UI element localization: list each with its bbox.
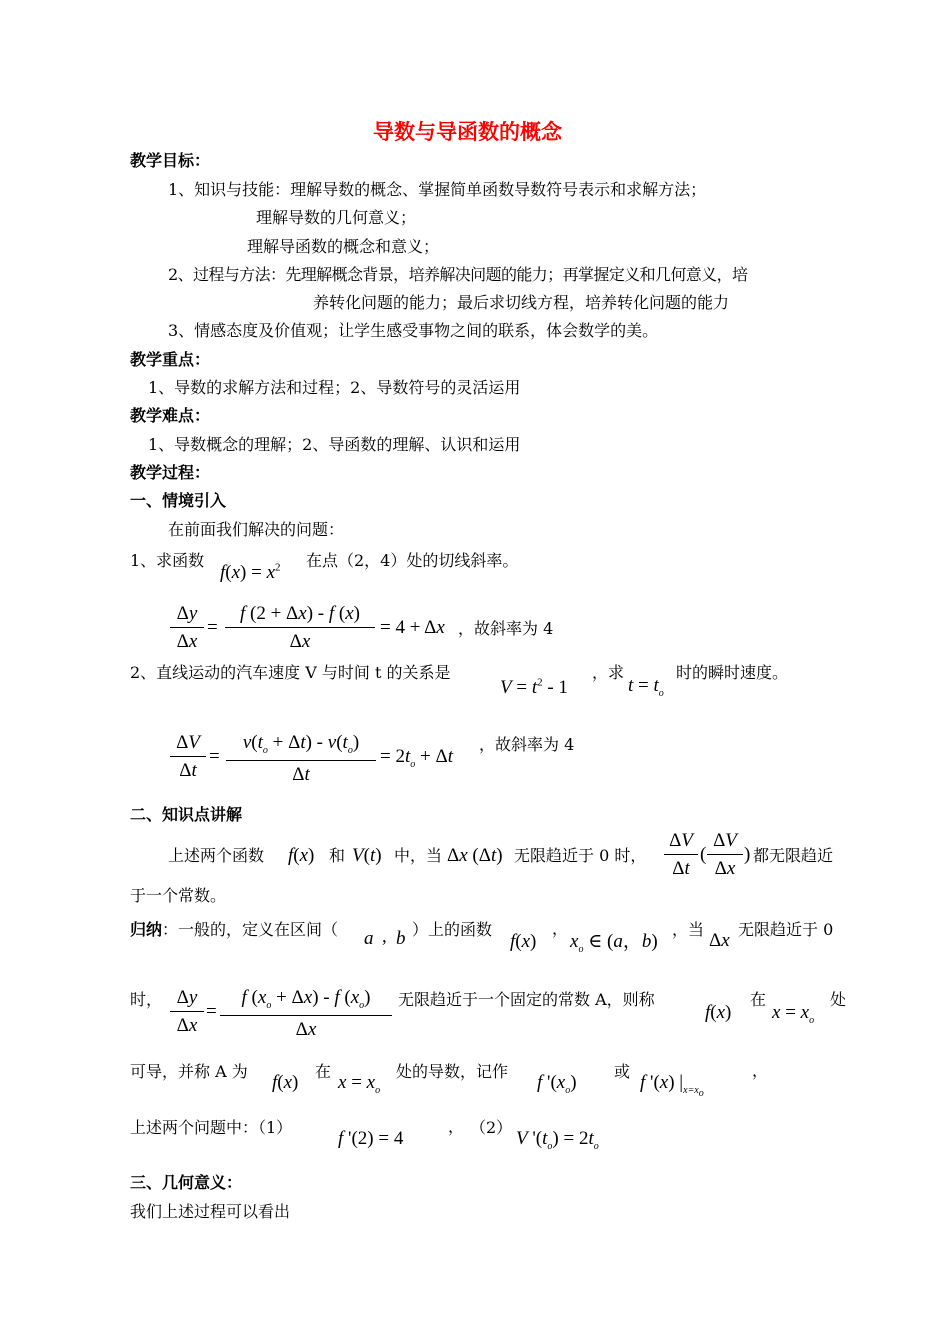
q2-prefix: 2、直线运动的汽车速度 V 与时间 t 的关系是 [130,663,451,682]
p1-paren-open: ( [700,844,707,865]
p1-delta-expr: Δx (Δt) [447,845,503,866]
q2-frac-lhs: $\frac{\Delta V}{\Delta t}$ [170,733,206,780]
q1-function: $f(x) = x^2$ [220,561,281,583]
p1-text-b: 和 [329,846,346,865]
induction-text-d: 无限趋近于 0 [738,920,834,939]
q1-answer: ，故斜率为 4 [458,619,554,638]
objective-item-2: 2、过程与方法：先理解概念背景，培养解决问题的能力；再掌握定义和几何意义，培 [168,265,748,284]
objective-item-1b: 理解导数的几何意义； [256,208,417,227]
p1-frac-dv-dx: $\frac{\Delta V}{\Delta x}$ [707,831,743,878]
ind-function-f: f(x) [510,931,537,952]
objectives-heading: 教学目标： [130,151,211,170]
ind-comma: ， [552,921,569,938]
q2-velocity-function: $V = t^2 - 1$ [500,676,568,698]
induction-label: 归纳 [130,920,163,939]
objective-item-2b: 养转化问题的能力；最后求切线方程，培养转化问题的能力 [313,293,730,312]
induction2-text-a: 时， [130,990,163,1009]
induction-text-a: ：一般的，定义在区间（ [162,920,339,939]
q1-prefix: 1、求函数 [130,551,205,570]
induction2-text-d: 处 [830,990,847,1009]
q2-time-condition: $t = t_o$ [628,675,664,699]
section3-heading: 三、几何意义： [130,1173,243,1192]
induction2-text-b: 无限趋近于一个固定的常数 A，则称 [398,990,655,1009]
q2-answer: ，故斜率为 4 [479,735,575,754]
induction-text-b: ）上的函数 [412,920,493,939]
difficulty-heading: 教学难点： [130,406,211,425]
p1-function-v: V(t) [352,845,382,866]
q2-result: = $2t_o + \Delta t$ [380,746,453,770]
ind2-x-eq-x0: $x = x_o$ [772,1002,815,1026]
q1-frac-lhs: $\frac{\Delta y}{\Delta x}$ [170,604,204,651]
p1-text-a: 上述两个函数 [168,846,265,865]
p1-text-c: 中，当 [394,846,443,865]
section1-intro: 在前面我们解决的问题： [168,520,345,539]
page-title: 导数与导函数的概念 [373,119,562,144]
induction2-text-c: 在 [750,990,767,1009]
induction3-text-a: 可导，并称 A 为 [130,1062,248,1081]
derivative-notation-1: f '$(x_o)$ [537,1072,577,1096]
p1-paren-close: ) [744,844,751,865]
derivative-notation-2: f '(x) $|_{x=x_o}$ [640,1072,704,1099]
induction-text-c: ，当 [672,920,705,939]
q1-frac-rhs: $\frac{f (2 + \Delta x) - f (x)}{\Delta x}$ [225,604,375,651]
induction4-text-b: （2） [470,1118,513,1137]
induction-line-1 [130,920,338,939]
ind4-comma: ， [448,1119,465,1136]
result-f-prime-2: f '(2) = 4 [338,1128,404,1149]
ind-frac-lhs: $\frac{\Delta y}{\Delta x}$ [170,988,204,1035]
focus-heading: 教学重点： [130,350,211,369]
interval-comma: , [382,926,387,947]
objective-item-1c: 理解导函数的概念和意义； [247,237,440,256]
difficulty-text: 1、导数概念的理解；2、导函数的理解、认识和运用 [148,435,521,454]
q2-suffix: 时的瞬时速度。 [676,663,789,682]
induction4-text-a: 上述两个问题中：（1） [130,1118,293,1137]
p1-text-d: 无限趋近于 0 时， [514,846,647,865]
focus-text: 1、导数的求解方法和过程；2、导数符号的灵活运用 [148,378,521,397]
ind3-x-eq-x0: $x = x_o$ [338,1072,381,1096]
objective-item-3: 3、情感态度及价值观；让学生感受事物之间的联系，体会数学的美。 [168,321,659,340]
q2-frac-rhs: $\frac{v(t_o + \Delta t) - v(t_o)}{\Delta t}$ [226,733,376,784]
ind2-function-f: f(x) [705,1002,732,1023]
section2-heading: 二、知识点讲解 [130,805,243,824]
q1-suffix: 在点（2，4）处的切线斜率。 [306,551,519,570]
q1-result: = 4 + Δx [380,617,445,638]
p1-text-f: 于一个常数。 [130,886,227,905]
p1-frac-dv-dt: $\frac{\Delta V}{\Delta t}$ [664,831,698,878]
induction3-text-d: 或 [614,1062,631,1081]
q1-equals-1: = [207,617,218,638]
ind-delta-x: Δx [709,930,730,951]
q2-mid: ，求 [592,663,625,682]
p1-text-e: 都无限趋近 [753,846,834,865]
result-v-prime-t0: V '$(t_o) = 2t_o$ [516,1128,599,1152]
q2-equals-1: = [209,746,220,767]
p1-function-f: f(x) [288,845,315,866]
induction3-text-c: 处的导数，记作 [396,1062,509,1081]
section3-text: 我们上述过程可以看出 [130,1202,291,1221]
section1-heading: 一、情境引入 [130,491,227,510]
ind3-comma: ， [752,1063,769,1080]
interval-a: a [364,928,374,949]
ind-x0-in-interval: $x_o$ ∈ (a，b) [570,931,658,955]
process-heading: 教学过程： [130,463,211,482]
ind3-function-f: f(x) [272,1072,299,1093]
ind-frac-rhs: $\frac{f (x_o + \Delta x) - f (x_o)}{\Delta x}$ [220,988,392,1039]
objective-item-1: 1、知识与技能：理解导数的概念、掌握简单函数导数符号表示和求解方法； [168,180,707,199]
ind-equals: = [206,1001,217,1022]
induction3-text-b: 在 [315,1062,332,1081]
interval-b: b [396,928,406,949]
